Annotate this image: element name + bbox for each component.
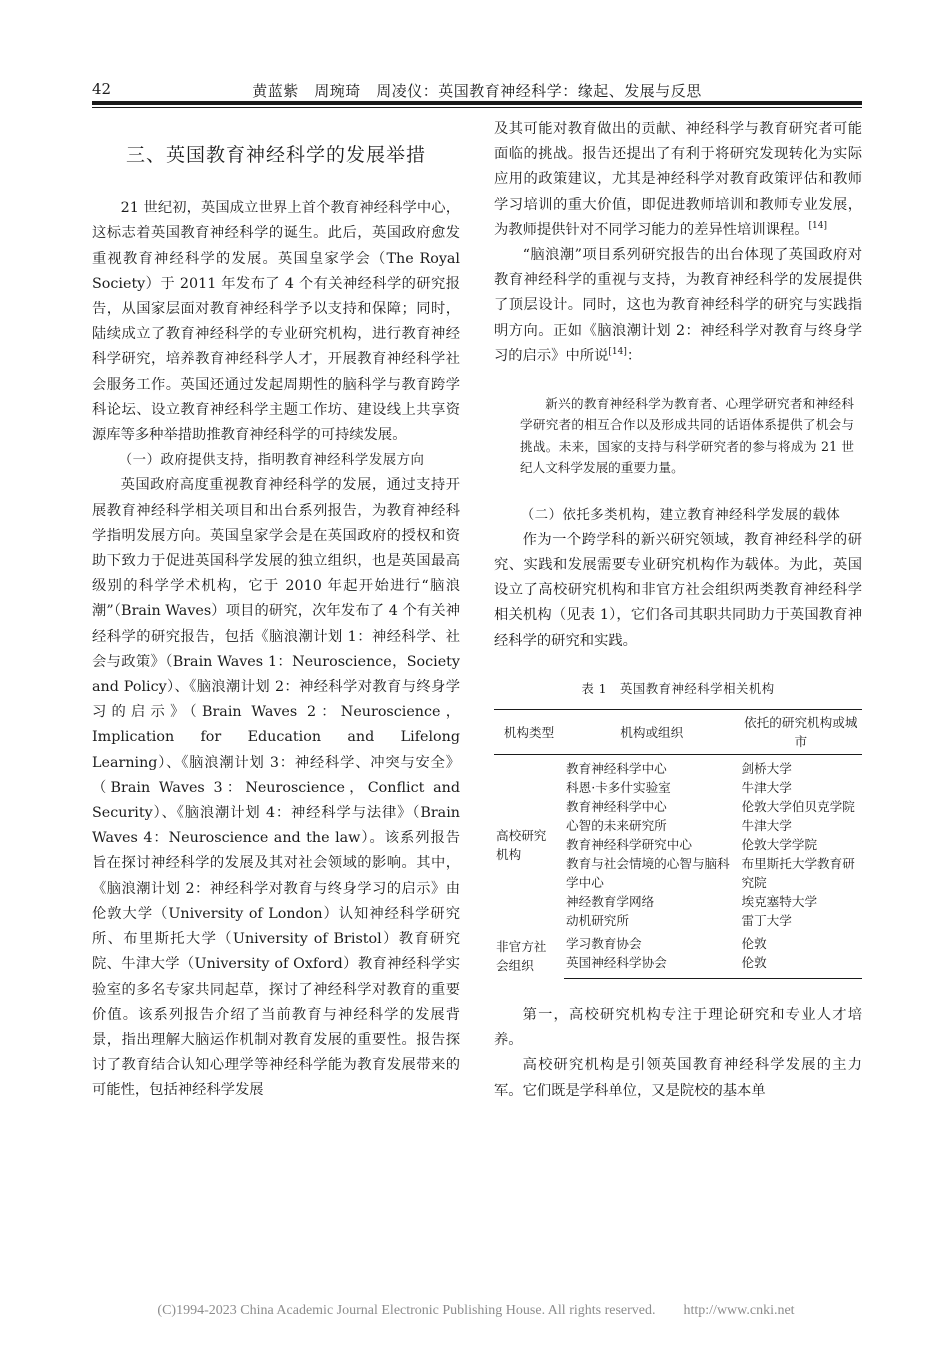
brain-waves-text: “脑浪潮”项目系列研究报告的出台体现了英国政府对教育神经科学的重视与支持，为教育神经科学的发展提供了顶层设计。同时，这也为教育神经科学的研究与实践指明方向。正如《脑浪潮计划 2：神经科学对教育与终身学习的启示》中所说 [494, 247, 862, 364]
table-type-cell [494, 755, 564, 931]
copyright-footer: (C)1994-2023 China Academic Journal Electronic Publishing House. All rights reserved. http://www.cnki.net [157, 1303, 795, 1318]
block-quote: 新兴的教育神经科学为教育者、心理学研究者和神经科学研究者的相互合作以及形成共同的话语体系提供了机会与挑战。未来，国家的支持与科学研究者的参与将成为 21 世纪人文科学发展的重要力量。 [520, 396, 854, 476]
table-cell-org: 科恩·卡多什实验室 [566, 780, 671, 796]
table-cell-host: 伦敦 [739, 953, 862, 979]
section-title: 三、英国教育神经科学的发展举措 [125, 144, 426, 166]
running-title: 黄蓝紫 周琬琦 周凌仪：英国教育神经科学：缘起、发展与反思 [252, 82, 702, 100]
right-paragraph-main-force: 高校研究机构是引领英国教育神经科学发展的主力军。它们既是学科单位，又是院校的基本单 [494, 1057, 862, 1099]
table-cell-host: 埃克塞特大学 [741, 894, 818, 910]
table-cell-org: 教育与社会情境的心智与脑科学中心 [566, 856, 730, 891]
table-cell-host: 牛津大学 [741, 818, 792, 834]
table-header-cell: 机构或组织 [564, 710, 739, 755]
table-cell-org: 动机研究所 [566, 913, 629, 929]
spacer [494, 979, 862, 987]
type-label-line: 会组织 [496, 958, 534, 974]
table-cell-org: 教育神经科学研究中心 [566, 837, 692, 853]
page-number: 42 [92, 80, 112, 98]
table-cell-org: 神经教育学网络 [566, 894, 655, 910]
table-cell-host: 雷丁大学 [741, 913, 792, 929]
right-paragraph-institutions: 作为一个跨学科的新兴研究领域，教育神经科学的研究、实践和发展需要专业研究机构作为载体。为此，英国设立了高校研究机构和非官方社会组织两类教育神经科学相关机构（见表 1），它们各司其职共同助力于英国教育神经科学的研究和实践。 [494, 531, 862, 649]
table-header-cell: 依托的研究机构或城市 [739, 710, 862, 755]
right-paragraph-continued [494, 117, 862, 243]
table-cell-org: 教育神经科学中心 [566, 761, 667, 777]
page-header [92, 80, 862, 102]
left-column [92, 117, 460, 1104]
left-paragraph-2: 英国政府高度重视教育神经科学的发展，通过支持开展教育神经科学相关项目和出台系列报告，为教育神经科学指明发展方向。英国皇家学会是在英国政府的授权和资助下致力于促进英国科学发展的独立组织，也是英国最高级别的科学学术机构，它于 2010 年起开始进行“脑浪潮”（Brain Waves）项目的研究，次年发布了 4 个有关神经科学的研究报告，包括《脑浪潮计划 1：神经科学、社会与政策》（Brain Waves 1：Neuroscience，Society and Policy）、《脑浪潮计划 2：神经科学对教育与终身学习的启示》（Brain Waves 2：Neuroscience，Implication for Education and Lifelong Learning）、《脑浪潮计划 3：神经科学、冲突与安全》（Brain Waves 3：Neuroscience，Conflict and Security）、《脑浪潮计划 4：神经科学与法律》（Brain Waves 4：Neuroscience and the law）。该系列报告旨在探讨神经科学的发展及其对社会领域的影响。其中，《脑浪潮计划 2：神经科学对教育与终身学习的启示》由伦敦大学（University of London）认知神经科学研究所、布里斯托大学（University of Bristol）教育研究院、牛津大学（University of Oxford）教育神经科学实验室的多名专家共同起草，探讨了神经科学对教育的重要价值。该系列报告介绍了当前教育与神经科学的发展背景，指出理解大脑运作机制对教育发展的重要性。报告探讨了教育结合认知心理学等神经科学能为教育发展带来的可能性，包括神经科学发展 [92, 477, 460, 1099]
table-cell-org: 心智的未来研究所 [566, 818, 667, 834]
spacer [494, 987, 862, 995]
left-paragraph-1: 21 世纪初，英国成立世界上首个教育神经科学中心，这标志着英国教育神经科学的诞生。此后，英国政府愈发重视教育神经科学的发展。英国皇家学会（The Royal Society）于 2011 年发布了 4 个有关神经科学的研究报告，从国家层面对教育神经科学予以支持和保障；同时，陆续成立了教育神经科学的专业研究机构，进行教育神经科学研究，培养教育神经科学人才，开展教育神经科学社会服务工作。英国还通过发起周期性的脑科学与教育跨学科论坛、设立教育神经科学主题工作坊、建设线上共享资源库等多种举措助推教育神经科学的可持续发展。 [92, 200, 460, 444]
right-column [494, 117, 862, 1104]
table-cell-org: 学习教育协会 [566, 936, 642, 952]
table-cell-host: 牛津大学 [741, 780, 792, 796]
type-label-line: 机构 [496, 846, 522, 862]
table-row [494, 755, 862, 779]
table-row [494, 930, 862, 953]
table-cell-host: 伦敦大学学院 [741, 837, 818, 853]
subheading-government-support: （一）政府提供支持，指明教育神经科学发展方向 [118, 453, 425, 469]
brain-waves-colon: ： [626, 347, 642, 364]
table-cell-org: 教育神经科学中心 [566, 799, 667, 815]
table-cell-org: 英国神经科学协会 [564, 953, 739, 979]
table-header-cell: 机构类型 [494, 710, 564, 755]
right-paragraph-continued-text: 及其可能对教育做出的贡献、神经科学与教育研究者可能面临的挑战。报告还提出了有利于将研究发现转化为实际应用的政策建议，尤其是神经科学对教育政策评估和教师学习培训的重大价值，即促进教师培训和教师专业发展，为教师提供针对不同学习能力的差异性培训课程。 [494, 121, 862, 238]
table-type-cell [494, 930, 564, 979]
citation-ref: [14] [808, 221, 828, 232]
citation-ref: [14] [608, 347, 627, 358]
table-cell-host: 伦敦大学伯贝克学院 [741, 799, 855, 815]
header-rule-thin [92, 107, 862, 108]
institutions-table [494, 709, 862, 979]
subheading-institutions: （二）依托多类机构，建立教育神经科学发展的载体 [520, 507, 841, 523]
header-rule-thick [92, 101, 862, 105]
type-label-line: 高校研究 [496, 827, 547, 843]
table-header-row [494, 710, 862, 755]
right-paragraph-brain-waves [494, 243, 862, 369]
type-label-line: 非官方社 [496, 939, 547, 955]
right-paragraph-universities: 第一，高校研究机构专注于理论研究和专业人才培养。 [494, 1007, 862, 1049]
table-cell-host: 布里斯托大学教育研究院 [741, 856, 855, 891]
table-cell-host: 剑桥大学 [741, 761, 792, 777]
spacer [494, 995, 862, 1003]
table-cell-host: 伦敦 [741, 936, 767, 952]
table-caption: 表 1 英国教育神经科学相关机构 [581, 680, 775, 696]
